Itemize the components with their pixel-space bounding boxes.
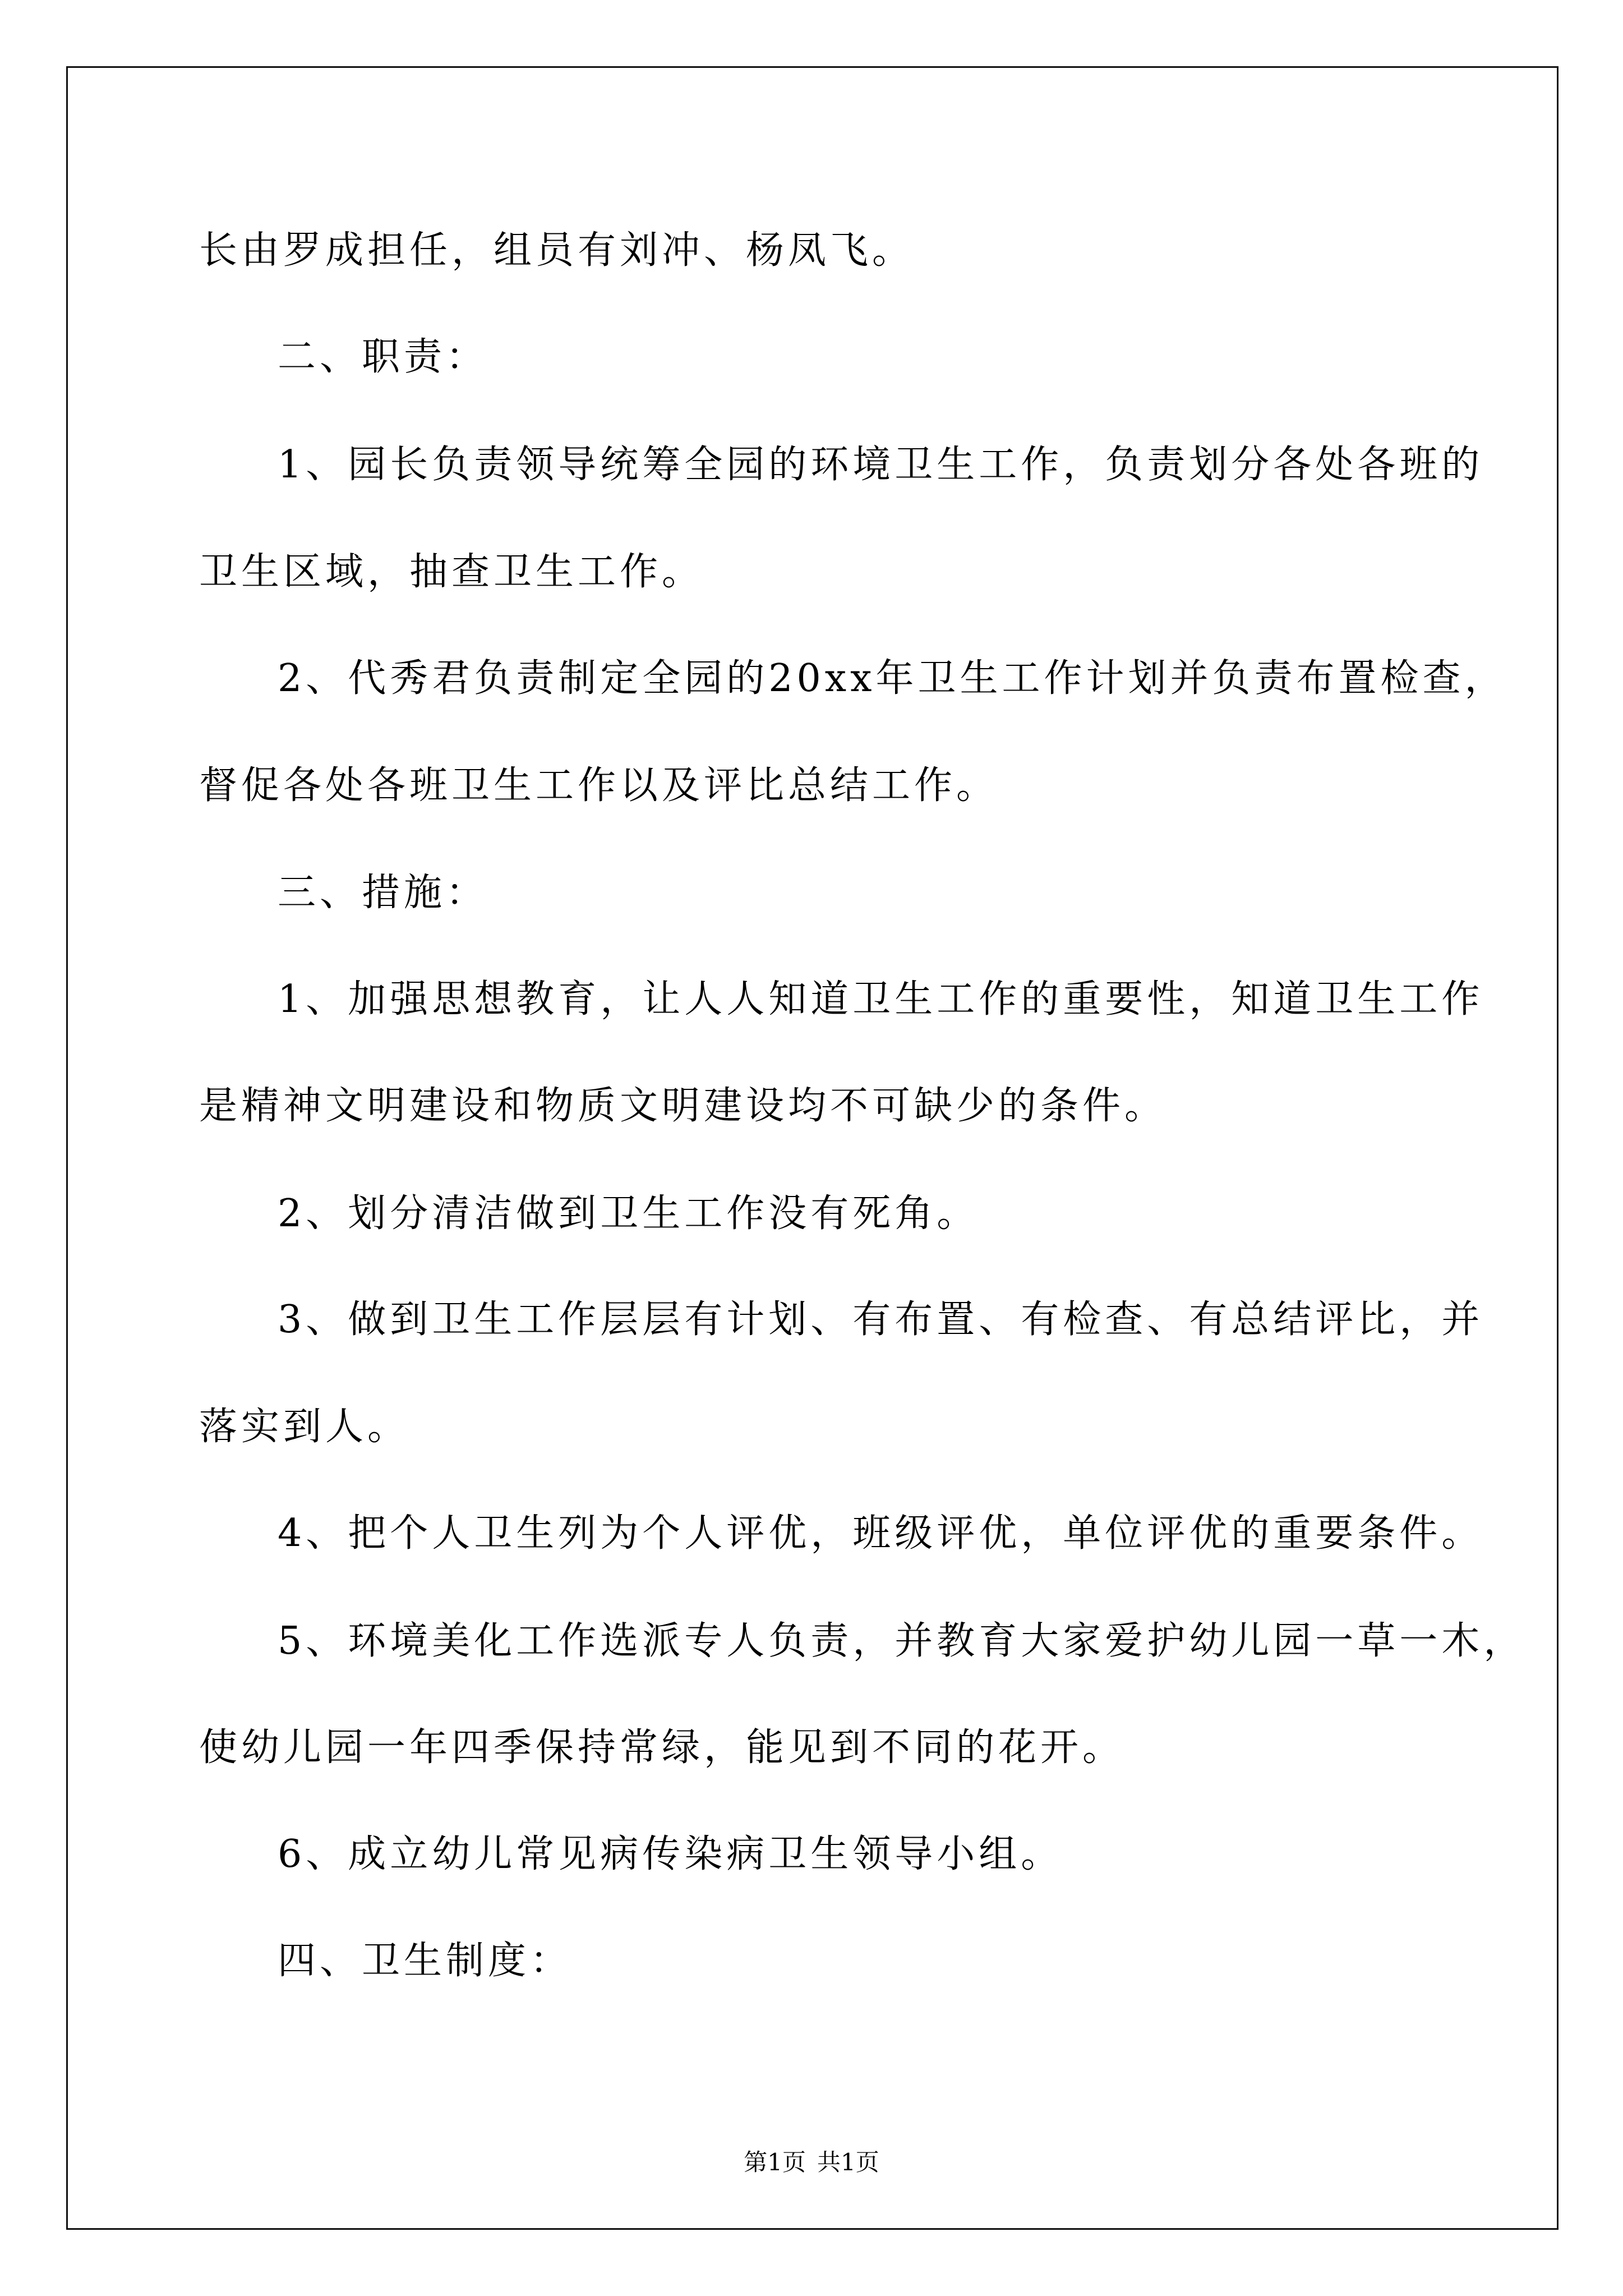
list-item-line: 3、做到卫生工作层层有计划、有布置、有检查、有总结评比，并 [278,1297,1484,1342]
text-line: 是精神文明建设和物质文明建设均不可缺少的条件。 [199,1084,1167,1128]
section-heading: 三、措施： [278,871,488,915]
list-item-line: 2、代秀君负责制定全园的20xx年卫生工作计划并负责布置检查， [278,656,1507,701]
list-item-line: 1、园长负责领导统筹全园的环境卫生工作，负责划分各处各班的 [278,443,1484,487]
text-line: 长由罗成担任，组员有刘冲、杨凤飞。 [199,228,915,273]
list-item-line: 5、环境美化工作选派专人负责，并教育大家爱护幼儿园一草一木， [278,1619,1526,1663]
list-item-line: 4、把个人卫生列为个人评优，班级评优，单位评优的重要条件。 [278,1511,1484,1556]
section-heading: 二、职责： [278,335,488,379]
text-line: 卫生区域，抽查卫生工作。 [199,550,704,594]
list-item-line: 2、划分清洁做到卫生工作没有死角。 [278,1191,979,1236]
page-border [66,66,1559,2230]
page-footer [0,2148,1623,2177]
text-line: 使幼儿园一年四季保持常绿，能见到不同的花开。 [199,1726,1125,1770]
section-heading: 四、卫生制度： [278,1939,573,1983]
list-item-line: 6、成立幼儿常见病传染病卫生领导小组。 [278,1832,1063,1876]
page-total: 共1页 [817,2148,879,2176]
page-number: 第1页 [744,2148,806,2176]
text-line: 落实到人。 [199,1405,410,1449]
list-item-line: 1、加强思想教育，让人人知道卫生工作的重要性，知道卫生工作 [278,977,1484,1022]
text-line: 督促各处各班卫生工作以及评比总结工作。 [199,763,999,808]
